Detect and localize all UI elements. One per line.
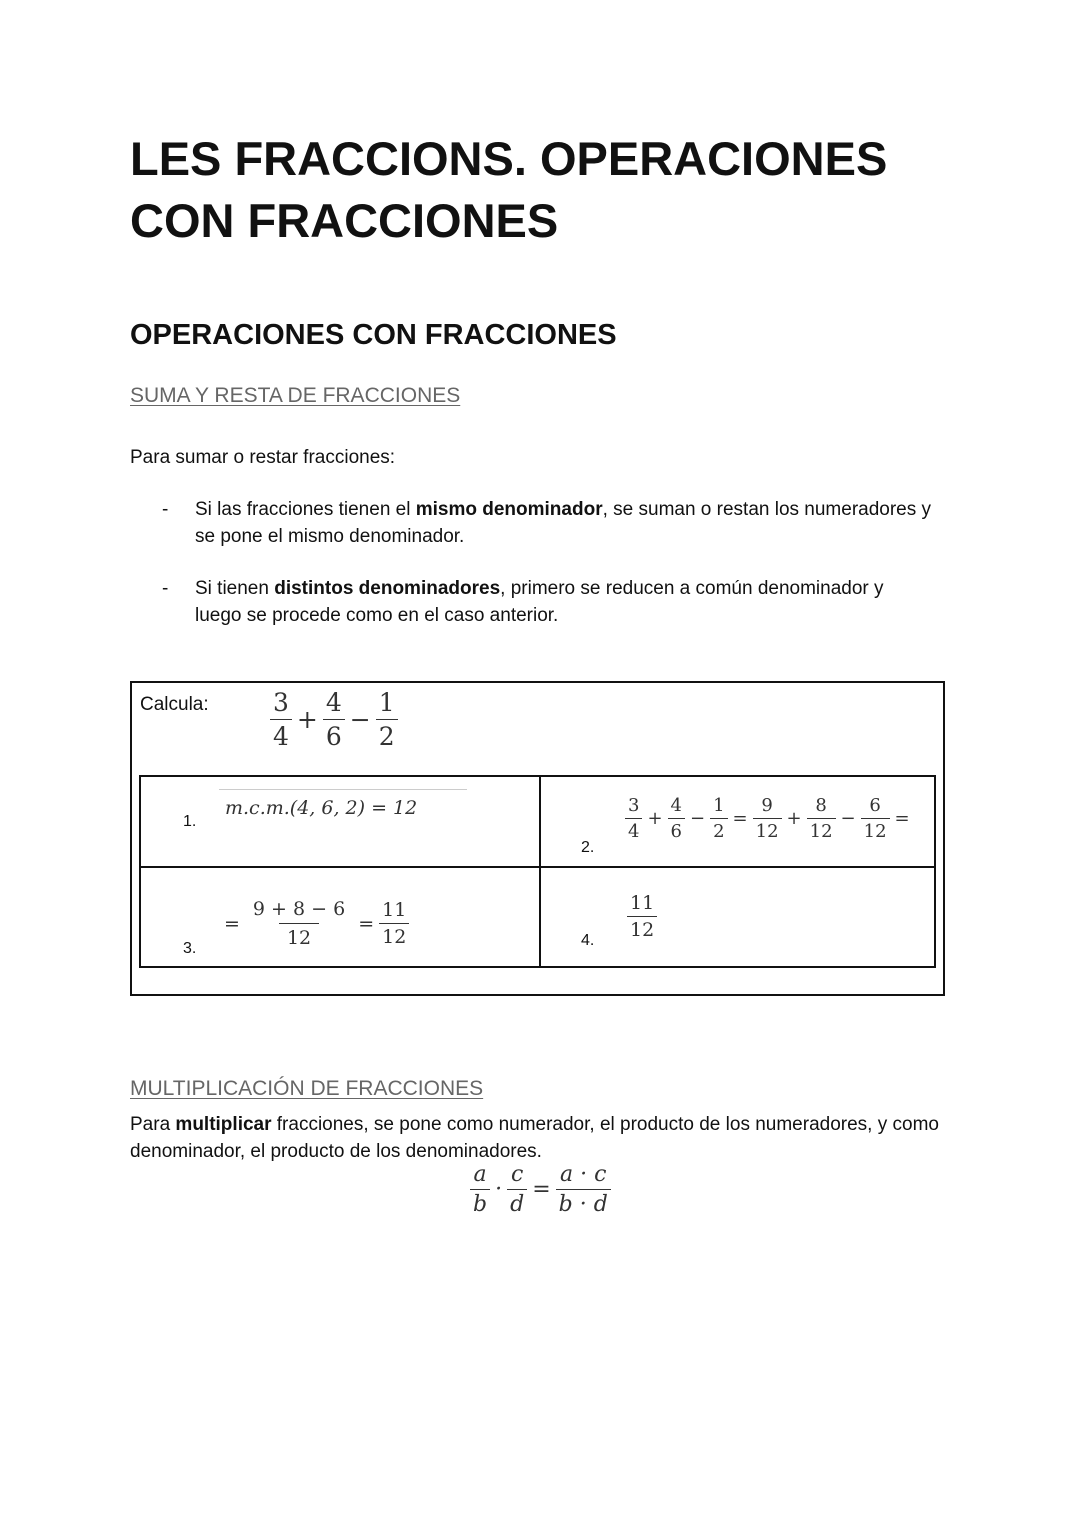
step-number: 2. (581, 839, 595, 856)
step3-expression: = $\frac{9 + 8 - 6}{12}$ = $\frac{11}{12}$ (221, 898, 411, 949)
step-cell-1 (140, 776, 540, 867)
mult-heading: MULTIPLICACIÓN DE FRACCIONES (130, 1077, 484, 1100)
step-number: 4. (581, 932, 595, 949)
fraction: $\frac{6}{12}$ (861, 795, 890, 842)
operator: − (690, 808, 706, 829)
page-title: LES FRACCIONS. OPERACIONES CON FRACCIONES (130, 132, 888, 247)
example-expression: $\frac{3}{4}$ + $\frac{4}{6}$ − $\frac{1}{2}$ (268, 688, 400, 751)
fraction: $\frac{8}{12}$ (807, 795, 836, 842)
step-cell-2 (540, 776, 935, 867)
mult-text: Para multiplicar fracciones, se pone como numerador, el producto de los numeradores, y como denominador, el producto de los denominadores. (130, 1114, 939, 1162)
operator: − (840, 808, 856, 829)
fraction: $\frac{9}{12}$ (753, 795, 782, 842)
operator: = (894, 808, 910, 829)
step-number: 1. (183, 813, 197, 830)
example-label: Calcula: (140, 694, 209, 715)
fraction: $\frac{3}{4}$ (625, 795, 642, 842)
step-cell-3 (140, 867, 540, 967)
lcm-text: m.c.m.(4, 6, 2) = 12 (225, 797, 418, 819)
step-number: 3. (183, 940, 197, 957)
sum-heading: SUMA Y RESTA DE FRACCIONES (130, 384, 461, 407)
bullet-dash: - (162, 578, 169, 599)
section-title: OPERACIONES CON FRACCIONES (130, 319, 617, 351)
bullet-item-different-denominators: Si tienen distintos denominadores, primero se reducen a común denominador y luego se procede como en el caso anterior. (195, 578, 884, 626)
operator: = (732, 808, 748, 829)
operator: + (647, 808, 663, 829)
fraction: $\frac{4}{6}$ (668, 795, 685, 842)
step4-result: $\frac{11}{12}$ (625, 892, 659, 941)
sum-intro: Para sumar o restar fracciones: (130, 447, 396, 468)
step2-expression (623, 795, 913, 842)
steps-table (139, 775, 936, 968)
step-cell-4 (540, 867, 935, 967)
bullet-dash: - (162, 499, 169, 520)
fraction: $\frac{1}{2}$ (710, 795, 727, 842)
mult-formula: $\frac{a}{b}$ · $\frac{c}{d}$ = $\frac{a \cdot c}{b \cdot d}$ (468, 1162, 613, 1217)
operator: + (786, 808, 802, 829)
bullet-item-same-denominator: Si las fracciones tienen el mismo denominador, se suman o restan los numeradores y se pone el mismo denominador. (195, 499, 932, 547)
